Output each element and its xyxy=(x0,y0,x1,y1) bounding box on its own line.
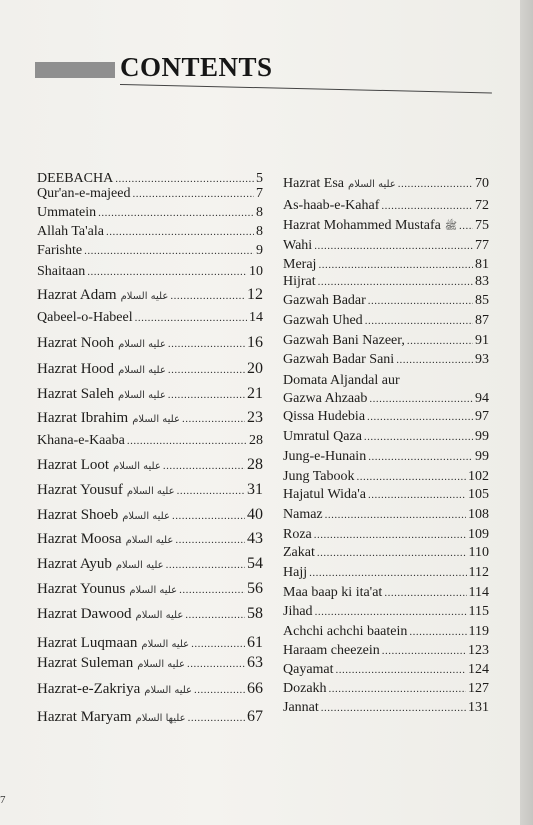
dot-leader xyxy=(365,315,473,327)
entry-title: Domata Aljandal aur xyxy=(283,373,400,388)
entry-page-number: 83 xyxy=(475,274,489,289)
contents-entry xyxy=(283,585,489,601)
entry-title: Khana-e-Kaaba xyxy=(37,433,125,448)
entry-title: Hajj xyxy=(283,565,308,580)
dot-leader xyxy=(106,226,254,238)
dot-leader xyxy=(135,312,247,324)
contents-entry xyxy=(283,257,489,273)
contents-entry xyxy=(283,198,489,214)
entry-title: Hijrat xyxy=(283,274,316,289)
entry-page-number: 127 xyxy=(468,681,489,696)
dot-leader xyxy=(329,683,466,695)
entry-title: Umratul Qaza xyxy=(283,429,362,444)
dot-leader xyxy=(177,485,245,497)
entry-page-number: 123 xyxy=(468,643,489,658)
dot-leader xyxy=(336,664,466,676)
entry-title: Hazrat Loot xyxy=(37,457,110,473)
contents-entry xyxy=(37,310,263,326)
contents-entry xyxy=(37,286,263,304)
contents-entry xyxy=(37,481,263,499)
contents-entry xyxy=(37,243,263,259)
honorific-calligraphy: عليه السلام xyxy=(144,685,193,696)
entry-title: Wahi xyxy=(283,238,313,253)
dot-leader xyxy=(315,606,467,618)
dot-leader xyxy=(318,276,473,288)
dot-leader xyxy=(318,259,473,271)
contents-entry xyxy=(37,708,263,726)
entry-title: Jihad xyxy=(283,604,313,619)
dot-leader xyxy=(194,684,245,696)
entry-page-number: 124 xyxy=(468,662,489,677)
page-edge xyxy=(520,0,533,825)
entry-title: Jung-e-Hunain xyxy=(283,449,367,464)
entry-page-number: 99 xyxy=(475,449,489,464)
honorific-calligraphy: عليه السلام xyxy=(135,610,184,621)
contents-entry xyxy=(37,433,263,449)
dot-leader xyxy=(115,173,254,185)
entry-page-number: 8 xyxy=(256,224,263,239)
entry-page-number: 115 xyxy=(468,604,489,619)
entry-title: Hazrat Esa xyxy=(283,176,345,191)
entry-page-number: 81 xyxy=(475,257,489,272)
entry-page-number: 66 xyxy=(247,680,263,697)
dot-leader xyxy=(166,559,245,571)
entry-page-number: 72 xyxy=(475,198,489,213)
entry-page-number: 58 xyxy=(247,605,263,622)
entry-page-number: 102 xyxy=(468,469,489,484)
entry-page-number: 12 xyxy=(247,286,263,303)
entry-page-number: 21 xyxy=(247,385,263,402)
entry-page-number: 119 xyxy=(468,624,489,639)
honorific-calligraphy: عليه السلام xyxy=(115,560,164,571)
dot-leader xyxy=(185,609,245,621)
entry-title: Hazrat Mohammed Mustafa xyxy=(283,218,441,233)
contents-entry xyxy=(283,238,489,254)
entry-title: Hazrat Saleh xyxy=(37,386,115,402)
contents-entry xyxy=(283,449,489,465)
contents-entry xyxy=(37,634,263,652)
entry-page-number: 75 xyxy=(475,218,489,233)
dot-leader xyxy=(168,338,245,350)
entry-title: Achchi achchi baatein xyxy=(283,624,408,639)
dot-leader xyxy=(314,240,473,252)
honorific-calligraphy: عليه السلام xyxy=(348,179,396,190)
entry-title: Hazrat Ayub xyxy=(37,556,112,572)
entry-title: Gazwah Uhed xyxy=(283,313,363,328)
contents-entry xyxy=(283,700,489,716)
dot-leader xyxy=(398,178,473,190)
dot-leader xyxy=(84,245,254,257)
dot-leader xyxy=(368,489,466,501)
entry-page-number: 97 xyxy=(475,409,489,424)
entry-page-number: 43 xyxy=(247,530,263,547)
entry-page-number: 87 xyxy=(475,313,489,328)
contents-entry xyxy=(37,224,263,240)
contents-entry xyxy=(283,352,489,368)
page-title: CONTENTS xyxy=(120,52,273,82)
entry-title: Qissa Hudebia xyxy=(283,409,366,424)
dot-leader xyxy=(364,431,473,443)
entry-page-number: 28 xyxy=(247,456,263,473)
dot-leader xyxy=(175,534,245,546)
contents-entry xyxy=(283,409,489,425)
entry-page-number: 114 xyxy=(468,585,489,600)
entry-title: Dozakh xyxy=(283,681,327,696)
contents-entry xyxy=(283,373,489,389)
contents-entry xyxy=(283,429,489,445)
entry-title: Hazrat Dawood xyxy=(37,606,132,622)
dot-leader xyxy=(98,207,254,219)
entry-page-number: 10 xyxy=(249,264,263,279)
contents-entry xyxy=(37,580,263,598)
dot-leader xyxy=(409,626,466,638)
dot-leader xyxy=(369,393,473,405)
entry-title: Ummatein xyxy=(37,205,97,220)
dot-leader xyxy=(127,435,247,447)
contents-entry xyxy=(37,186,263,202)
entry-page-number: 109 xyxy=(468,527,489,542)
entry-title: Zakat xyxy=(283,545,315,560)
entry-title: As-haab-e-Kahaf xyxy=(283,198,380,213)
contents-entry xyxy=(283,643,489,659)
entry-title: Qur'an-e-majeed xyxy=(37,186,131,201)
entry-page-number: 31 xyxy=(247,481,263,498)
entry-page-number: 23 xyxy=(247,409,263,426)
honorific-calligraphy: عليه السلام xyxy=(118,365,166,376)
entry-title: Gazwah Badar Sani xyxy=(283,352,395,367)
entry-title: Hazrat Adam xyxy=(37,287,117,303)
entry-page-number: 63 xyxy=(247,654,263,671)
contents-entry xyxy=(283,527,489,543)
entry-title: Hazrat-e-Zakriya xyxy=(37,681,141,697)
honorific-calligraphy: عليه السلام xyxy=(129,585,178,596)
contents-entry xyxy=(283,604,489,620)
contents-entry xyxy=(283,565,489,581)
entry-title: Qayamat xyxy=(283,662,334,677)
contents-entry xyxy=(37,205,263,221)
entry-title: Hajatul Wida'a xyxy=(283,487,366,502)
entry-page-number: 110 xyxy=(468,545,489,560)
entry-title: Allah Ta'ala xyxy=(37,224,104,239)
honorific-calligraphy: عليه السلام xyxy=(120,291,169,302)
dot-leader xyxy=(321,702,466,714)
entry-page-number: 131 xyxy=(468,700,489,715)
dot-leader xyxy=(407,335,473,347)
honorific-calligraphy: عليه السلام xyxy=(118,339,166,350)
dot-leader xyxy=(368,295,473,307)
dot-leader xyxy=(314,529,466,541)
entry-page-number: 61 xyxy=(247,634,263,651)
entry-title: Meraj xyxy=(283,257,317,272)
honorific-calligraphy: عليه السلام xyxy=(113,461,161,472)
entry-title: Hazrat Hood xyxy=(37,361,115,377)
entry-title: Hazrat Yousuf xyxy=(37,482,123,498)
entry-page-number: 94 xyxy=(475,391,489,406)
entry-page-number: 20 xyxy=(247,360,263,377)
honorific-calligraphy: عليه السلام xyxy=(126,486,175,497)
honorific-calligraphy: عليه السلام xyxy=(141,639,190,650)
entry-title: Hazrat Shoeb xyxy=(37,507,119,523)
entry-page-number: 16 xyxy=(247,334,263,351)
entry-title: Gazwah Badar xyxy=(283,293,366,308)
entry-title: Roza xyxy=(283,527,312,542)
dot-leader xyxy=(168,389,245,401)
entry-title: Jung Tabook xyxy=(283,469,355,484)
entry-title: Farishte xyxy=(37,243,83,258)
dot-leader xyxy=(188,712,245,724)
honorific-calligraphy: ﷺ xyxy=(444,221,457,232)
dot-leader xyxy=(309,567,466,579)
dot-leader xyxy=(187,658,245,670)
entry-page-number: 105 xyxy=(468,487,489,502)
honorific-calligraphy: عليها السلام xyxy=(135,713,186,724)
honorific-calligraphy: عليه السلام xyxy=(137,659,185,670)
entry-title: Gazwah Bani Nazeer, xyxy=(283,333,405,348)
entry-page-number: 8 xyxy=(256,205,263,220)
entry-page-number: 93 xyxy=(475,352,489,367)
entry-page-number: 91 xyxy=(475,333,489,348)
heading-rule xyxy=(120,84,492,93)
entry-page-number: 85 xyxy=(475,293,489,308)
dot-leader xyxy=(191,638,245,650)
entry-title: Shaitaan xyxy=(37,264,86,279)
entry-title: DEEBACHA xyxy=(37,171,114,186)
entry-title: Namaz xyxy=(283,507,323,522)
contents-entry xyxy=(283,313,489,329)
page-number: 7 xyxy=(0,794,6,806)
contents-entry xyxy=(37,360,263,378)
entry-page-number: 9 xyxy=(256,243,263,258)
honorific-calligraphy: عليه السلام xyxy=(132,414,180,425)
contents-entry xyxy=(37,385,263,403)
contents-entry xyxy=(37,555,263,573)
entry-title: Maa baap ki ita'at xyxy=(283,585,383,600)
contents-entry xyxy=(283,624,489,640)
heading-accent-bar xyxy=(35,62,115,78)
contents-entry xyxy=(283,487,489,503)
contents-entry xyxy=(283,218,489,234)
entry-title: Qabeel-o-Habeel xyxy=(37,310,133,325)
entry-title: Hazrat Suleman xyxy=(37,655,134,671)
entry-page-number: 40 xyxy=(247,506,263,523)
contents-entry xyxy=(37,456,263,474)
dot-leader xyxy=(356,471,466,483)
dot-leader xyxy=(168,364,245,376)
dot-leader xyxy=(368,451,473,463)
dot-leader xyxy=(132,188,254,200)
contents-entry xyxy=(283,545,489,561)
entry-title: Haraam cheezein xyxy=(283,643,380,658)
contents-entry xyxy=(37,171,263,187)
dot-leader xyxy=(367,411,473,423)
entry-page-number: 7 xyxy=(256,186,263,201)
dot-leader xyxy=(179,584,245,596)
dot-leader xyxy=(459,220,473,232)
dot-leader xyxy=(172,510,245,522)
dot-leader xyxy=(382,645,466,657)
entry-page-number: 67 xyxy=(247,708,263,725)
dot-leader xyxy=(163,460,245,472)
contents-entry xyxy=(37,506,263,524)
dot-leader xyxy=(317,547,467,559)
entry-page-number: 14 xyxy=(249,310,263,325)
honorific-calligraphy: عليه السلام xyxy=(125,535,174,546)
entry-title: Gazwa Ahzaab xyxy=(283,391,368,406)
contents-entry xyxy=(283,274,489,290)
entry-page-number: 108 xyxy=(468,507,489,522)
contents-entry xyxy=(283,293,489,309)
dot-leader xyxy=(396,354,473,366)
entry-page-number: 70 xyxy=(475,176,489,191)
entry-page-number: 5 xyxy=(256,171,263,186)
contents-entry xyxy=(37,530,263,548)
contents-entry xyxy=(283,662,489,678)
contents-entry xyxy=(37,334,263,352)
entry-title: Jannat xyxy=(283,700,319,715)
entry-title: Hazrat Younus xyxy=(37,581,126,597)
entry-page-number: 54 xyxy=(247,555,263,572)
entry-page-number: 56 xyxy=(247,580,263,597)
contents-entry xyxy=(283,681,489,697)
honorific-calligraphy: عليه السلام xyxy=(122,511,170,522)
contents-entry xyxy=(37,680,263,698)
entry-page-number: 77 xyxy=(475,238,489,253)
honorific-calligraphy: عليه السلام xyxy=(118,390,166,401)
contents-entry xyxy=(283,333,489,349)
entry-title: Hazrat Moosa xyxy=(37,531,122,547)
dot-leader xyxy=(87,266,247,278)
entry-title: Hazrat Nooh xyxy=(37,335,115,351)
contents-entry xyxy=(37,605,263,623)
contents-entry xyxy=(283,507,489,523)
dot-leader xyxy=(325,509,466,521)
contents-entry xyxy=(283,176,489,192)
contents-entry xyxy=(37,409,263,427)
dot-leader xyxy=(381,200,473,212)
contents-entry xyxy=(37,654,263,672)
dot-leader xyxy=(384,587,466,599)
entry-title: Hazrat Luqmaan xyxy=(37,635,138,651)
dot-leader xyxy=(170,290,245,302)
entry-title: Hazrat Ibrahim xyxy=(37,410,129,426)
entry-page-number: 28 xyxy=(249,433,263,448)
entry-title: Hazrat Maryam xyxy=(37,709,132,725)
contents-entry xyxy=(283,469,489,485)
contents-entry xyxy=(37,264,263,280)
entry-page-number: 112 xyxy=(468,565,489,580)
entry-page-number: 99 xyxy=(475,429,489,444)
dot-leader xyxy=(182,413,245,425)
contents-entry xyxy=(283,391,489,407)
